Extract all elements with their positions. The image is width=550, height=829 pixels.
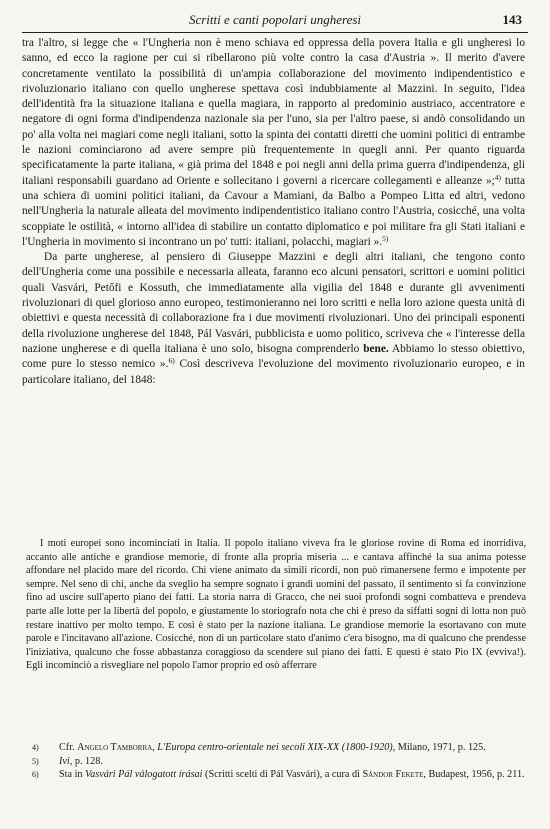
footnote-6 [22, 768, 525, 782]
footnote-publication: (Scritti scelti di Pál Vasvári), a cura di [202, 769, 363, 781]
quote-text: I moti europei sono incominciati in Italia. Il popolo italiano viveva fra le gloriose rovine di Roma ed inorridiva, accanto alle antiche e grandiose memorie, di fronte alla propria miseria ... e cantava affinché la sua anima potesse affondare nel placido mare del ricordo. Chi viene animato da simili ricordi, non può rimanersene fermo e impotente per sempre. Nel seno di chi, anche da sveglio ha sempre sognato i grandi uomini del passato, il sentimento si fa convinzione fino ad uscire sull'aperto piano dei fatti. La storia narra di Gracco, che nei suoi profondi sogni combatteva e prendeva parte alle lotte per la libertà del popolo, e giustamente lo storiografo nota che chi è preso da siffatti sogni di lotta non può restare inattivo per molto tempo. E così è stato per la nazione italiana. Le grandiose memorie la esortavano con mute parole e l'incitavano all'azione. Cosicché, non di un particolare stato d'animo c'era bisogno, ma di qualcuno che prendesse l'iniziativa, qualcuno che fosse abbastanza coraggioso da scendere sul piano dei fatti. E questi è stato Pio IX (evviva!). Egli incominciò a risvegliare nel popolo l'amor proprio ed osò afferrare [26, 538, 526, 672]
footnote-title: L'Europa centro-orientale nei secoli XIX-XX (1800-1920) [157, 742, 393, 753]
footnote-author: Sándor Fekete [362, 769, 424, 781]
footnote-mark: 5) [32, 756, 39, 766]
paragraph-2-text: Da parte ungherese, al pensiero di Giuseppe Mazzini e degli altri italiani, che tengono conto dell'Ungheria come una possibile e necessaria alleata, faranno eco alcuni pensatori, scrittori e uomini politici quali Vasvári, Petőfi e Kossuth, che immediatamente alla vigilia del 1848 e durante gli avvenimenti rivoluzionari di quel glorioso anno europeo, testimonieranno nei loro scritti e nella loro azione questa unità di obiettivi e questa necessità di collaborazione fra i due movimenti rivoluzionari. Uno dei principali esponenti della rivoluzione ungherese del 1848, Pál Vasvári, pubblicista e uomo politico, scriveva che « l'interesse della nazione ungherese e di quella italiana è uno solo, bisogna comprenderlo [22, 251, 525, 355]
footnote-mark: 6) [32, 770, 39, 780]
footnote-separator: , [152, 742, 158, 753]
footnote-author: Angelo Tamborra [77, 742, 153, 753]
footnote-ref-5: 5) [382, 233, 389, 243]
footnote-ref-4: 4) [494, 172, 502, 182]
footnote-mark: 4) [32, 743, 39, 752]
page-number: 143 [502, 12, 522, 27]
footnote-ref-6: 6) [168, 356, 175, 366]
paragraph-1-text-cont: tutta una schiera di uomini politici italiani, da Cavour a Mamiani, da Balbo a Pompeo Litta ed altri, vedono nell'Ungheria la naturale alleata del movimento indipendentistico italiano contro l'Austria, cosicché, una volta scoppiate le ostilità, « intorno all'idea di stabilire un contatto diplomatico e poi militare fra gli Stati italiani e l'Ungheria in movimento si incontrano un po' tutti: italiani, polacchi, magiari ». [22, 174, 525, 248]
footnote-text: Sta in [59, 769, 86, 781]
footnote-title: Vasvári Pál válogatott írásai [85, 769, 203, 781]
footnote-publication: , p. 128. [69, 755, 103, 767]
running-title: Scritti e canti popolari ungheresi [188, 12, 362, 27]
paragraph-1-text: tra l'altro, si legge che « l'Ungheria non è meno schiava ed oppressa della povera Italia e gli ungheresi lo sanno, ed ecco la ragione per cui si ribellarono più volte contro la casa d'Austria ». Il merito d'avere concretamente ventilato la possibilità di un'ampia collaborazione del movimento indipendentistico e rivoluzionario italiano con quello ungherese spettava così indubbiamente al Mazzini. In seguito, l'idea dell'identità fra la situazione italiana e quella magiara, in rapporto al predominio austriaco, accentratore e negatore di ogni forma d'indipendenza nazionale sia per l'uno, sia per l'altro paese, si andò consolidando un po' alla volta nei magiari come negli italiani, sotto la spinta dei contatti diretti che uomini politici di entrambe le nazioni cominciarono ad avere sempre più frequentemente in quegli anni. Per quanto riguarda specificatamente la parte italiana, « già prima del 1848 e poi negli anni della prima guerra d'indipendenza, gli italiani responsabili guardano ad Oriente e sollecitano i governi a ricercare collegamenti e alleanze »; [22, 37, 525, 187]
block-quote [26, 537, 526, 673]
paragraph-2-text-cont: Abbiamo lo stesso obiettivo, come pure lo stesso nemico ». [22, 342, 525, 371]
main-text [22, 36, 525, 388]
footnote-publication-end: , Budapest, 1956, p. 211. [423, 769, 525, 781]
footnote-5 [22, 755, 525, 769]
footnotes [22, 741, 525, 782]
footnote-publication: , Milano, 1971, p. 125. [392, 742, 486, 753]
paragraph-1 [22, 36, 525, 250]
footnote-title: Ivi [59, 755, 70, 767]
paragraph-2-text-end: Così descriveva l'evoluzione del movimento rivoluzionario europeo, e in particolare italiano, del 1848: [22, 358, 525, 386]
paragraph-2-bold: bene. [363, 342, 389, 355]
page-header [22, 10, 528, 33]
paragraph-2 [22, 250, 525, 388]
footnote-text: Cfr. [59, 742, 78, 753]
footnote-4 [22, 741, 525, 755]
